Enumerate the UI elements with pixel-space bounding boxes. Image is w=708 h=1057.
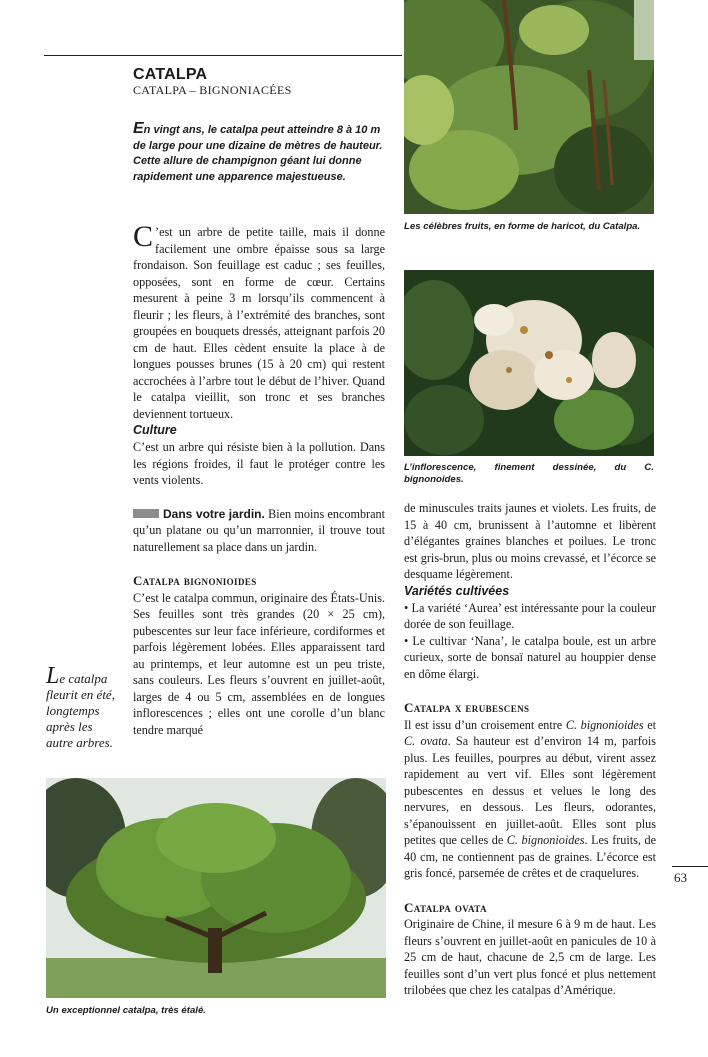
erubescens-text bbox=[404, 717, 656, 882]
section-bar bbox=[133, 509, 159, 518]
fruits-photo-image bbox=[404, 0, 654, 214]
page-subtitle: CATALPA – BIGNONIACÉES bbox=[133, 83, 292, 97]
tree-photo bbox=[46, 778, 386, 998]
bignonioides-heading: Catalpa bignonioides bbox=[133, 573, 257, 588]
lead-text: n vingt ans, le catalpa peut atteindre 8 à 10 m de large pour une dizaine de mètres de hauteur. Cette allure de champignon géant lui donne rapidement une apparence majestueuse. bbox=[133, 124, 383, 183]
fruits-caption: Les célèbres fruits, en forme de haricot, du Catalpa. bbox=[404, 221, 641, 232]
bignonioides-continued: de minuscules traits jaunes et violets. Les fruits, de 15 à 40 cm, brunissent à l’automne et libèrent d’élégantes graines blanches et poilues. Le tronc est gris-brun, plus ou moins crevassé, et l’écorce se desquame légèrement. bbox=[404, 501, 656, 581]
fruits-photo bbox=[404, 0, 654, 214]
intro-dropcap: C bbox=[133, 220, 154, 253]
right-column bbox=[404, 500, 656, 999]
erubescens-text-c: . Sa hauteur est d’environ 14 m, parfois plus. Les feuilles, pourpres au début, virent assez rapidement au vert vif. Elles sont légèrement pubescentes en dessus et velues le long des nervures, en dessous. Les fleurs, odorantes, s’épanouissent en juillet-août. Elles sont plus petites que celles de bbox=[404, 734, 656, 847]
page-number-rule bbox=[672, 866, 708, 867]
lead-initial: E bbox=[133, 120, 144, 137]
lead-paragraph bbox=[133, 121, 385, 185]
page-number: 63 bbox=[674, 870, 687, 885]
erubescens-text-a: Il est issu d’un croisement entre bbox=[404, 717, 566, 732]
top-rule bbox=[44, 55, 402, 56]
culture-text: C’est un arbre qui résiste bien à la pollution. Dans les régions froides, il faut le protéger contre les vents violents. bbox=[133, 440, 385, 487]
varietes-item-nana: • Le cultivar ‘Nana’, le catalpa boule, est un arbre curieux, sorte de bonsaï naturel au houppier dense en dôme élargi. bbox=[404, 633, 656, 681]
pull-quote-initial: L bbox=[46, 663, 60, 689]
inflorescence-caption: L’inflorescence, finement dessinée, du C. bignonoides. bbox=[404, 462, 654, 485]
tree-photo-image bbox=[46, 778, 386, 998]
intro-text: ’est un arbre de petite taille, mais il donne facilement une ombre épaisse sous sa large frondaison. Son feuillage est caduc ; ses feuilles, opposées, sont en forme de cœur. Certains mesurent à peine 3 m lorsqu’ils commencent à fleurir ; les fleurs, à l’extrémité des branches, sont groupées en bouquets dressés, atteignant parfois 20 cm de haut. Elles cèdent ensuite la place à de longues pousses brunes (15 à 20 cm) qui restent accrochées à l’arbre tout le début de l’hiver. Quand le catalpa vieillit, son tronc et ses branches deviennent tortueux. bbox=[133, 225, 385, 421]
pull-quote bbox=[46, 663, 116, 751]
varietes-item-aurea: • La variété ‘Aurea’ est intéressante pour la couleur dorée de son feuillage. bbox=[404, 600, 656, 631]
erubescens-heading: Catalpa x erubescens bbox=[404, 700, 530, 715]
inflorescence-photo bbox=[404, 270, 654, 456]
erubescens-species3: C. bignonioides bbox=[506, 833, 585, 847]
varietes-heading: Variétés cultivées bbox=[404, 583, 510, 598]
jardin-label: Dans votre jardin. bbox=[163, 506, 265, 521]
tree-caption: Un exceptionnel catalpa, très étalé. bbox=[46, 1005, 206, 1016]
left-column bbox=[133, 220, 386, 738]
pull-quote-text: e catalpa fleurit en été, longtemps après les autre arbres. bbox=[46, 671, 115, 750]
erubescens-text-b: et bbox=[643, 717, 656, 732]
page-title: CATALPA bbox=[133, 66, 208, 83]
jardin-paragraph bbox=[133, 506, 385, 556]
erubescens-text-d: . Les fruits, de 40 cm, ne contiennent pas de graines. L’écorce est gris foncé, parsemée de crêtes et de craquelures. bbox=[404, 833, 656, 880]
intro-paragraph bbox=[133, 220, 385, 422]
inflorescence-photo-image bbox=[404, 270, 654, 456]
ovata-heading: Catalpa ovata bbox=[404, 899, 487, 915]
jardin-text: Bien moins encombrant qu’un platane ou qu’un marronnier, il trouve tout naturellement sa place dans un jardin. bbox=[133, 506, 386, 554]
erubescens-species1: C. bignonioides bbox=[565, 717, 644, 732]
erubescens-species2: C. ovata bbox=[404, 734, 448, 748]
bignonioides-text: C’est le catalpa commun, originaire des États-Unis. Ses feuilles sont très grandes (20 × 25 cm), pubescentes sur leur face inférieure, cordiformes et parfois légèrement lobées. Elles apparaissent tard au printemps, et leur automne est un peu triste, sans couleurs. Les fleurs s’ouvrent en juillet-août, larges de 4 ou 5 cm, assemblées en de longues inflorescences ; elles ont une corolle d’un blanc tendre marqué bbox=[133, 590, 385, 737]
ovata-text: Originaire de Chine, il mesure 6 à 9 m de haut. Les fleurs s’ouvrent en juillet-août en panicules de 10 à 25 cm de haut, chacune de 2,5 cm de large. Les feuilles sont d’un vert plus foncé et plus nettement trilobées que chez les catalpas d’Amérique. bbox=[404, 917, 656, 997]
culture-heading: Culture bbox=[133, 423, 177, 437]
